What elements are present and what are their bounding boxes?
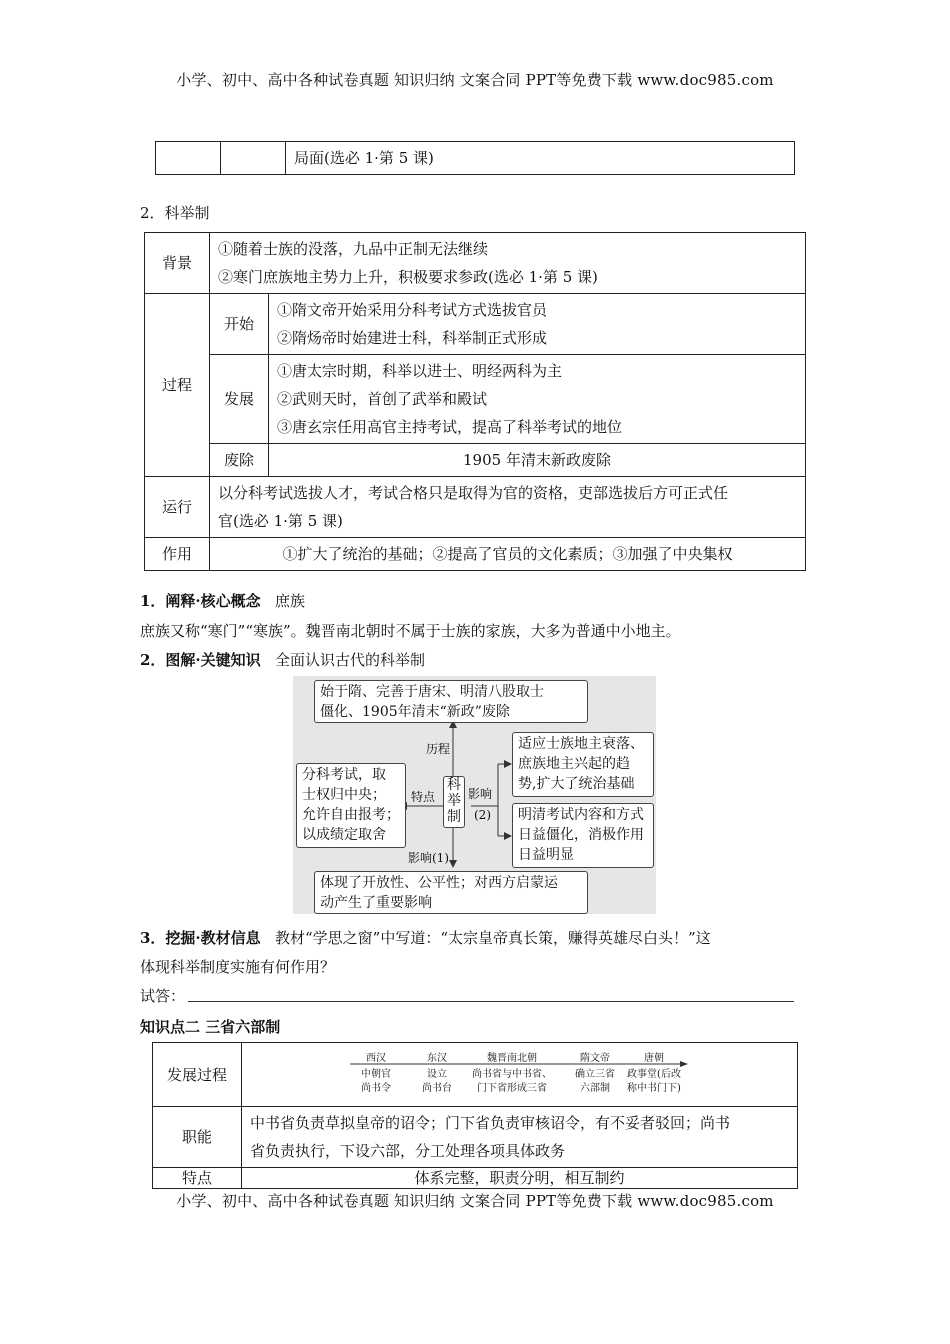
diagram-history-box (314, 680, 588, 723)
note-3 (140, 927, 711, 948)
section-title-keju: 2．科举制 (140, 204, 210, 222)
timeline-era: 魏晋南北朝 (487, 1052, 537, 1064)
timeline (242, 1044, 782, 1106)
develop-line: ①唐太宗时期，科举以进士、明经两科为主 (277, 362, 563, 380)
process-label: 过程 (145, 294, 210, 477)
note-1 (140, 590, 305, 611)
box-line: 允许自由报考； (302, 807, 400, 823)
page-footer: 小学、初中、高中各种试卷真题 知识归纳 文案合同 PPT等免费下载 www.doc985.com (176, 1192, 774, 1210)
diagram-influence2-top-box (512, 732, 654, 797)
box-line: 分科考试，取 (302, 767, 386, 783)
timeline-desc: 尚书省与中书省、 门下省形成三省 (472, 1068, 552, 1094)
operation-label: 运行 (145, 477, 210, 538)
feature-content: 体系完整，职责分明，相互制约 (242, 1168, 798, 1189)
note-1-term: 庶族 (274, 592, 305, 610)
develop-line: ②武则天时，首创了武举和殿试 (277, 390, 488, 408)
answer-line[interactable] (188, 1001, 794, 1002)
note-2 (140, 649, 425, 670)
box-line: 适应士族地主衰落、 (518, 736, 644, 752)
start-content (269, 294, 806, 355)
diagram-influence1-box (314, 871, 588, 914)
note-2-body: 全面认识古代的科举制 (274, 651, 425, 669)
abolish-label: 废除 (210, 444, 269, 477)
operation-line: 以分科考试选拔人才，考试合格只是取得为官的资格，吏部选拔后方可正式任 (218, 484, 729, 502)
timeline-cell (242, 1043, 798, 1107)
feature-label: 特点 (153, 1168, 242, 1189)
label-influence1: 影响(1) (408, 851, 449, 865)
diagram-center-box: 科举制 (443, 776, 465, 828)
label-history: 历程 (426, 742, 451, 756)
box-line: 日益僵化，消极作用 (518, 827, 644, 843)
box-line: 士权归中央； (302, 787, 386, 803)
function-line: 省负责执行，下设六部，分工处理各项具体政务 (250, 1142, 566, 1160)
note-1-head: 1．阐释·核心概念 (140, 592, 261, 610)
answer-label: 试答： (140, 987, 186, 1005)
box-line: 以成绩定取舍 (302, 827, 386, 843)
timeline-era: 西汉 (366, 1052, 386, 1064)
background-line: ①随着士族的没落，九品中正制无法继续 (218, 240, 489, 258)
empty-cell (221, 142, 286, 175)
box-line: 明清考试内容和方式 (518, 807, 644, 823)
develop-line: ③唐玄宗任用高官主持考试，提高了科举考试的地位 (277, 418, 623, 436)
note-3-body-2: 体现科举制度实施有何作用？ (140, 958, 336, 976)
timeline-era: 隋文帝 (580, 1052, 610, 1064)
box-line: 始于隋、完善于唐宋、明清八股取士 (320, 684, 544, 700)
timeline-era: 东汉 (427, 1052, 447, 1064)
operation-content (210, 477, 806, 538)
function-line: 中书省负责草拟皇帝的诏令；门下省负责审核诏令，有不妥者驳回；尚书 (250, 1114, 731, 1132)
timeline-desc: 确立三省 六部制 (575, 1068, 615, 1094)
develop-label: 发展 (210, 355, 269, 444)
box-line: 僵化、1905年清末“新政”废除 (320, 704, 510, 720)
function-content (242, 1107, 798, 1168)
abolish-content: 1905 年清末新政废除 (269, 444, 806, 477)
background-line: ②寒门庶族地主势力上升，积极要求参政(选必 1·第 5 课) (218, 268, 598, 286)
box-line: 庶族地主兴起的趋 (518, 756, 630, 772)
operation-line: 官(选必 1·第 5 课) (218, 512, 343, 530)
note-2-head: 2．图解·关键知识 (140, 651, 261, 669)
top-table-cell: 局面(选必 1·第 5 课) (286, 142, 795, 175)
label-feature: 特点 (411, 790, 436, 804)
box-line: 日益明显 (518, 847, 574, 863)
box-line: 动产生了重要影响 (320, 895, 432, 911)
start-line: ①隋文帝开始采用分科考试方式选拔官员 (277, 301, 548, 319)
effect-content: ①扩大了统治的基础；②提高了官员的文化素质；③加强了中央集权 (210, 538, 806, 571)
timeline-desc: 设立 尚书台 (422, 1068, 452, 1094)
start-line: ②隋炀帝时始建进士科，科举制正式形成 (277, 329, 548, 347)
top-partial-table (155, 141, 795, 175)
keju-table (144, 232, 806, 571)
section-title-sansheng: 知识点二 三省六部制 (140, 1018, 281, 1036)
dev-label: 发展过程 (153, 1043, 242, 1107)
develop-content (269, 355, 806, 444)
timeline-desc: 政事堂(后改 称中书门下) (627, 1068, 681, 1094)
effect-label: 作用 (145, 538, 210, 571)
empty-cell (156, 142, 221, 175)
background-content (210, 233, 806, 294)
box-line: 体现了开放性、公平性；对西方启蒙运 (320, 875, 558, 891)
note-1-body: 庶族又称“寒门”“寒族”。魏晋南北朝时不属于士族的家族，大多为普通中小地主。 (140, 622, 681, 640)
label-influence2-num: (2) (474, 808, 491, 822)
diagram-feature-box (296, 763, 406, 848)
start-label: 开始 (210, 294, 269, 355)
timeline-era: 唐朝 (644, 1052, 664, 1064)
diagram-influence2-bottom-box (512, 803, 654, 868)
sansheng-table (152, 1042, 798, 1189)
box-line: 势,扩大了统治基础 (518, 776, 635, 792)
background-label: 背景 (145, 233, 210, 294)
note-3-head: 3．挖掘·教材信息 (140, 929, 261, 947)
label-influence2: 影响 (468, 787, 493, 801)
note-3-body: 教材“学思之窗”中写道：“太宗皇帝真长策，赚得英雄尽白头！”这 (274, 929, 711, 947)
function-label: 职能 (153, 1107, 242, 1168)
page-header: 小学、初中、高中各种试卷真题 知识归纳 文案合同 PPT等免费下载 www.doc985.com (176, 71, 774, 89)
timeline-desc: 中朝官 尚书令 (361, 1068, 391, 1094)
